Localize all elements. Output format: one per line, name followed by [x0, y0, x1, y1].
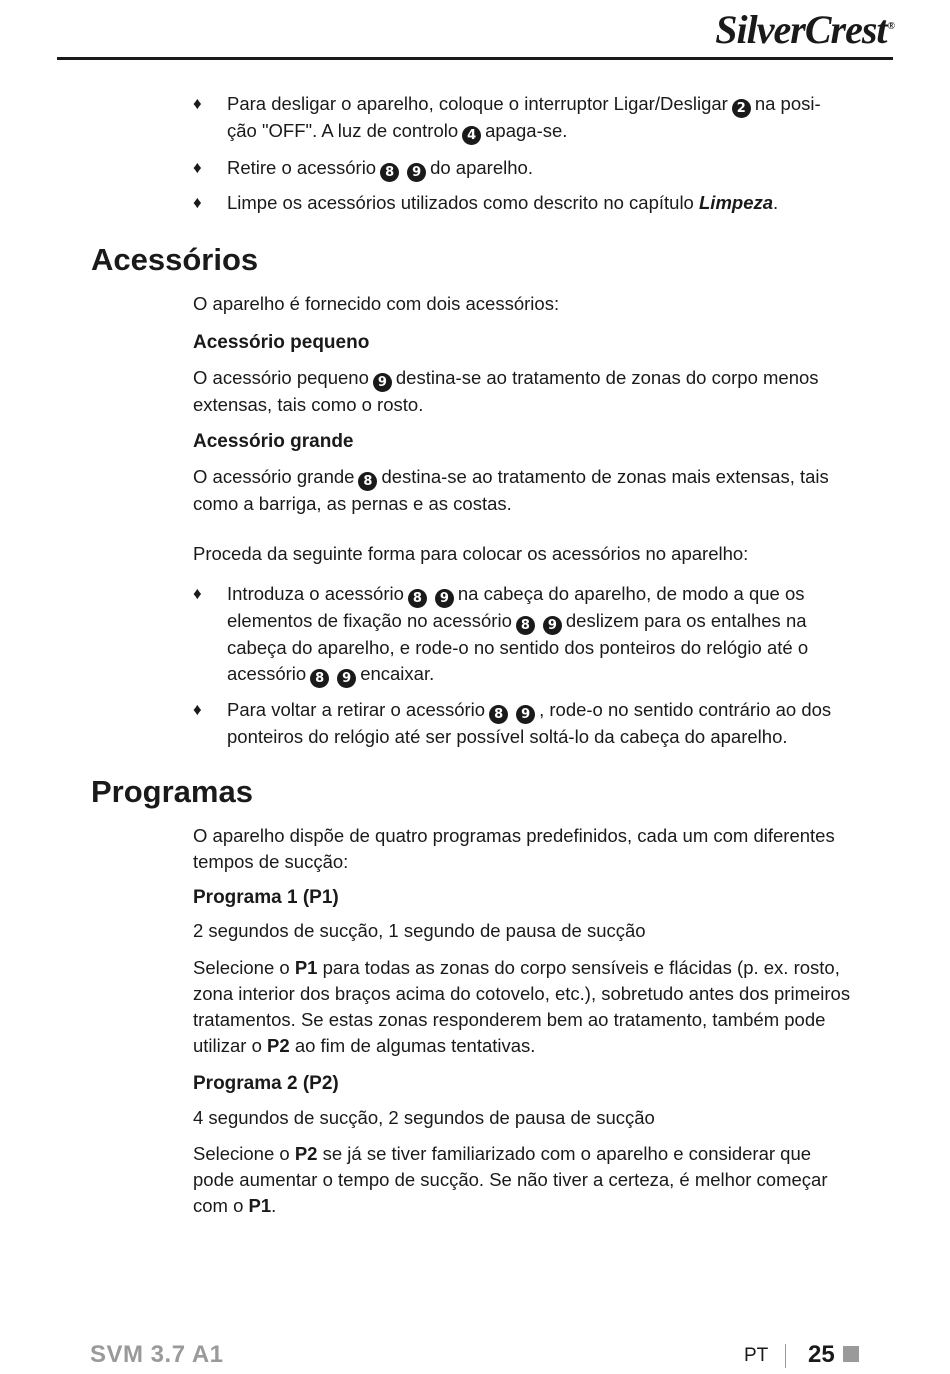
footer-model: SVM 3.7 A1 [90, 1341, 224, 1368]
section-heading-programas: Programas [91, 774, 253, 809]
brand-logo: SilverCrest® [715, 7, 894, 52]
section-heading-acessorios: Acessórios [91, 242, 259, 277]
bullet-diamond-icon: ♦ [193, 700, 202, 719]
ref-number-icon: 9 [516, 705, 535, 724]
bullet-diamond-icon: ♦ [193, 158, 202, 177]
bullet-switch-off: Para desligar o aparelho, coloque o interruptor Ligar/Desligar 2 na posi- ção "OFF". A luz de controlo 4 apaga-se. [227, 93, 821, 143]
programa-1-text: Selecione o P1 para todas as zonas do corpo sensíveis e flácidas (p. ex. rosto, zona interior dos braços acima do cotovelo, etc.), sobretudo antes dos primeiros tratamentos. Se estas zonas responderem bem ao tratamento, também pode utilizar o P2 ao fim de algumas tentativas. [193, 957, 851, 1056]
programa-2-timing: 4 segundos de sucção, 2 segundos de pausa de sucção [193, 1107, 655, 1128]
ref-number-icon: 9 [543, 616, 562, 635]
ref-number-icon: 8 [489, 705, 508, 724]
footer-separator [785, 1344, 786, 1368]
ref-number-icon: 4 [462, 126, 481, 145]
ref-number-icon: 9 [435, 589, 454, 608]
ref-number-icon: 2 [732, 99, 751, 118]
header-divider [57, 57, 893, 60]
bullet-detach-accessory: Para voltar a retirar o acessório 8 9 , rode-o no sentido contrário ao dos ponteiros do relógio até ser possível soltá-lo da cabeça do aparelho. [227, 699, 832, 747]
ref-number-icon: 9 [337, 669, 356, 688]
ref-number-icon: 8 [408, 589, 427, 608]
programa-2-text: Selecione o P2 se já se tiver familiarizado com o aparelho e considerar que pode aumentar o tempo de sucção. Se não tiver a certeza, é melhor começar com o P1. [193, 1143, 828, 1216]
ref-number-icon: 9 [373, 373, 392, 392]
ref-number-icon: 8 [358, 472, 377, 491]
bullet-diamond-icon: ♦ [193, 94, 202, 113]
footer-square-icon [843, 1346, 859, 1362]
bullet-attach-accessory: Introduza o acessório 8 9 na cabeça do aparelho, de modo a que os elementos de fixação no acessório 8 9 deslizem para os entalhes na cabeça do aparelho, e rode-o no sentido dos ponteiros do relógio até o acessório 8 9 encaixar. [227, 583, 809, 686]
subheading-programa-1: Programa 1 (P1) [193, 887, 339, 908]
programas-intro: O aparelho dispõe de quatro programas predefinidos, cada um com diferentes tempos de sucção: [193, 825, 835, 872]
acessorios-intro: O aparelho é fornecido com dois acessórios: [193, 293, 560, 314]
bullet-remove-accessory: Retire o acessório 8 9 do aparelho. [227, 157, 533, 180]
ref-number-icon: 8 [310, 669, 329, 688]
footer-language: PT [744, 1345, 769, 1366]
bullet-diamond-icon: ♦ [193, 584, 202, 603]
subheading-acessorio-pequeno: Acessório pequeno [193, 332, 370, 353]
bullet-diamond-icon: ♦ [193, 193, 202, 212]
bullet-clean-accessories: Limpe os acessórios utilizados como descrito no capítulo Limpeza. [227, 192, 779, 213]
subheading-programa-2: Programa 2 (P2) [193, 1073, 339, 1094]
acessorio-pequeno-text: O acessório pequeno 9 destina-se ao tratamento de zonas do corpo menos extensas, tais como o rosto. [193, 367, 819, 415]
procedure-intro: Proceda da seguinte forma para colocar os acessórios no aparelho: [193, 543, 749, 564]
ref-number-icon: 8 [516, 616, 535, 635]
subheading-acessorio-grande: Acessório grande [193, 431, 354, 452]
ref-number-icon: 9 [407, 163, 426, 182]
programa-1-timing: 2 segundos de sucção, 1 segundo de pausa de sucção [193, 920, 646, 941]
acessorio-grande-text: O acessório grande 8 destina-se ao tratamento de zonas mais extensas, tais como a barriga, as pernas e as costas. [193, 466, 829, 514]
page-number: 25 [808, 1341, 835, 1368]
ref-number-icon: 8 [380, 163, 399, 182]
